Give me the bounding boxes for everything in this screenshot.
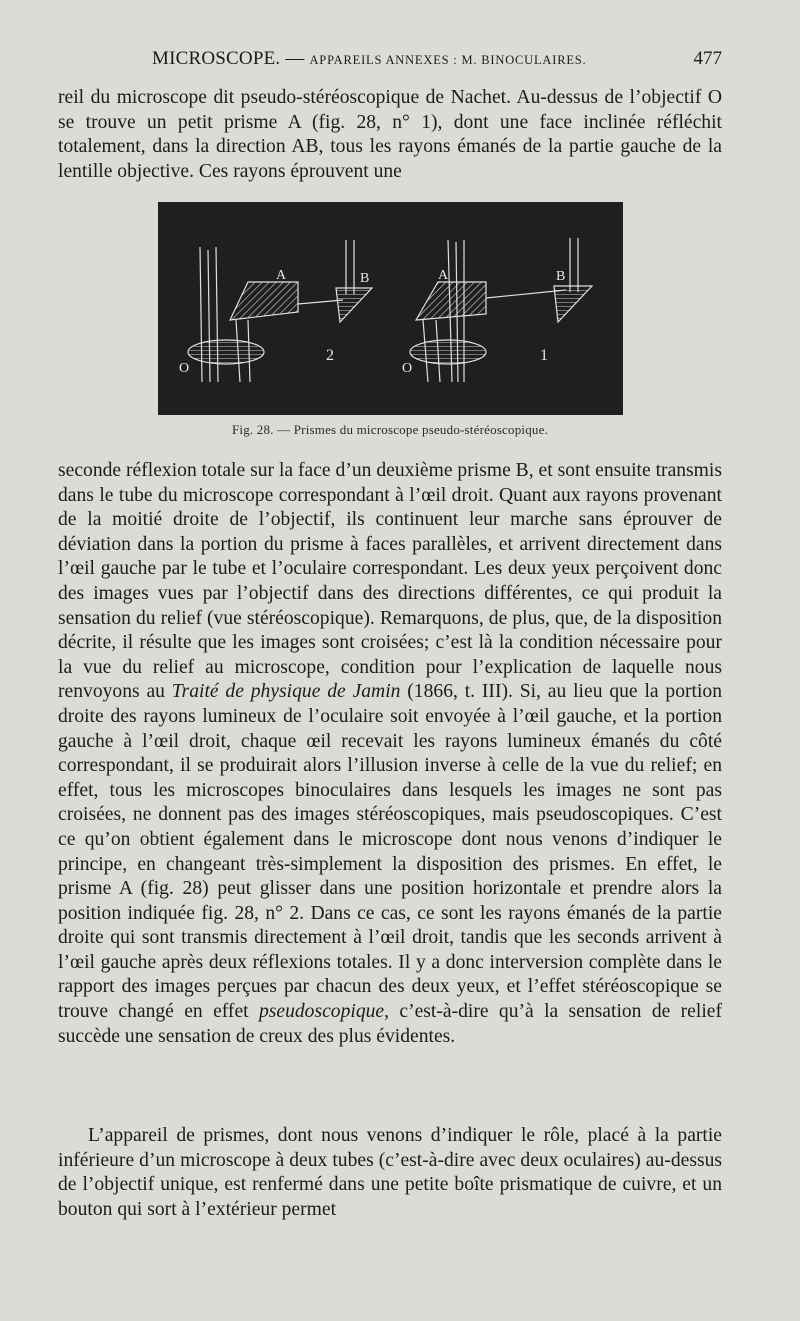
header-subtitle: APPAREILS ANNEXES : M. BINOCULAIRES.: [309, 53, 587, 67]
paragraph-1-text: reil du microscope dit pseudo-stéréoscopique de Nachet. Au-dessus de l’objectif O se trouve un petit prisme A (fig. 28, n° 1), dont une face inclinée réfléchit totalement, dans la direction AB, tous les rayons émanés de la partie gauche de la lentille objective. Ces rayons éprouvent une: [58, 87, 722, 182]
paragraph-2: [58, 459, 722, 1049]
label-number: 2: [326, 347, 334, 364]
page-number: 477: [693, 48, 722, 69]
label-a: A: [438, 268, 449, 283]
label-number: 1: [540, 347, 548, 364]
header-title: MICROSCOPE.: [152, 48, 281, 69]
paragraph-2-part-3: , c’est-à-dire qu’à la sensation de relief succède une sensation de creux des plus évidentes.: [58, 1001, 722, 1047]
label-b: B: [360, 271, 370, 286]
paragraph-3-text: L’appareil de prismes, dont nous venons d’indiquer le rôle, placé à la partie inférieure d’un microscope à deux tubes (c’est-à-dire avec deux oculaires) au-dessus de l’objectif unique, est renfermé dans une petite boîte prismatique de cuivre, et un bouton qui sort à l’extérieur permet: [58, 1125, 722, 1220]
book-title: Traité de physique de Jamin: [171, 681, 401, 703]
running-header: [58, 46, 722, 76]
running-title: [152, 48, 586, 70]
label-o: O: [402, 361, 413, 376]
objective-lens: [410, 340, 486, 364]
header-dash: —: [285, 48, 305, 69]
figure-28: [158, 202, 623, 415]
objective-lens: [188, 340, 264, 364]
pseudoscopique-term: pseudoscopique: [258, 1001, 385, 1023]
paragraph-2-text: [58, 459, 722, 1049]
paragraph-2-part-2: (1866, t. III). Si, au lieu que la portion droite des rayons lumineux de l’oculaire soit envoyée à l’œil gauche, et la portion gauche à l’œil droit, chaque œil recevait les rayons lumineux émanés du côté correspondant, il se produirait alors l’illusion inverse à celle de la vue du relief; en effet, tous les microscopes binoculaires dans lesquels les images ne sont pas croisées, ne donnent pas des images stéréoscopiques, mais pseudoscopiques. C’est ce qu’on obtient également dans le microscope dont nous venons d’indiquer le principe, en changeant très-simplement la disposition des prismes. En effet, le prisme A (fig. 28) peut glisser dans une position horizontale et prendre alors la position indiquée fig. 28, n° 2. Dans ce cas, ce sont les rayons émanés de la partie droite qui sont transmis directement à l’œil droit, tandis que les seconds arrivent à l’œil gauche après deux réflexions totales. Il y a donc interversion complète dans le rapport des images perçues par chacun des deux yeux, et l’effet stéréoscopique se trouve changé en effet: [58, 681, 723, 1023]
label-o: O: [179, 361, 190, 376]
paragraph-2-part-1: seconde réflexion totale sur la face d’un deuxième prisme B, et sont ensuite transmis dans le tube du microscope correspondant à l’œil droit. Quant aux rayons provenant de la moitié droite de l’objectif, ils continuent leur marche sans éprouver de déviation dans la portion du prisme à faces parallèles, et arrivent directement dans l’œil gauche par le tube et l’oculaire correspondant. Les deux yeux perçoivent donc des images vues par l’objectif dans des directions différentes, ce qui produit la sensation du relief (vue stéréoscopique). Remarquons, de plus, que, de la disposition décrite, il résulte que les images sont croisées; c’est là la condition nécessaire pour la vue du relief au microscope, condition pour l’explication de laquelle nous renvoyons au: [58, 460, 722, 703]
paragraph-3: [58, 1124, 722, 1222]
paragraph-1: [58, 86, 722, 184]
label-a: A: [276, 268, 287, 283]
label-b: B: [556, 269, 566, 284]
prism-diagram: [158, 202, 623, 415]
figure-caption: Fig. 28. — Prismes du microscope pseudo-stéréoscopique.: [231, 422, 549, 437]
